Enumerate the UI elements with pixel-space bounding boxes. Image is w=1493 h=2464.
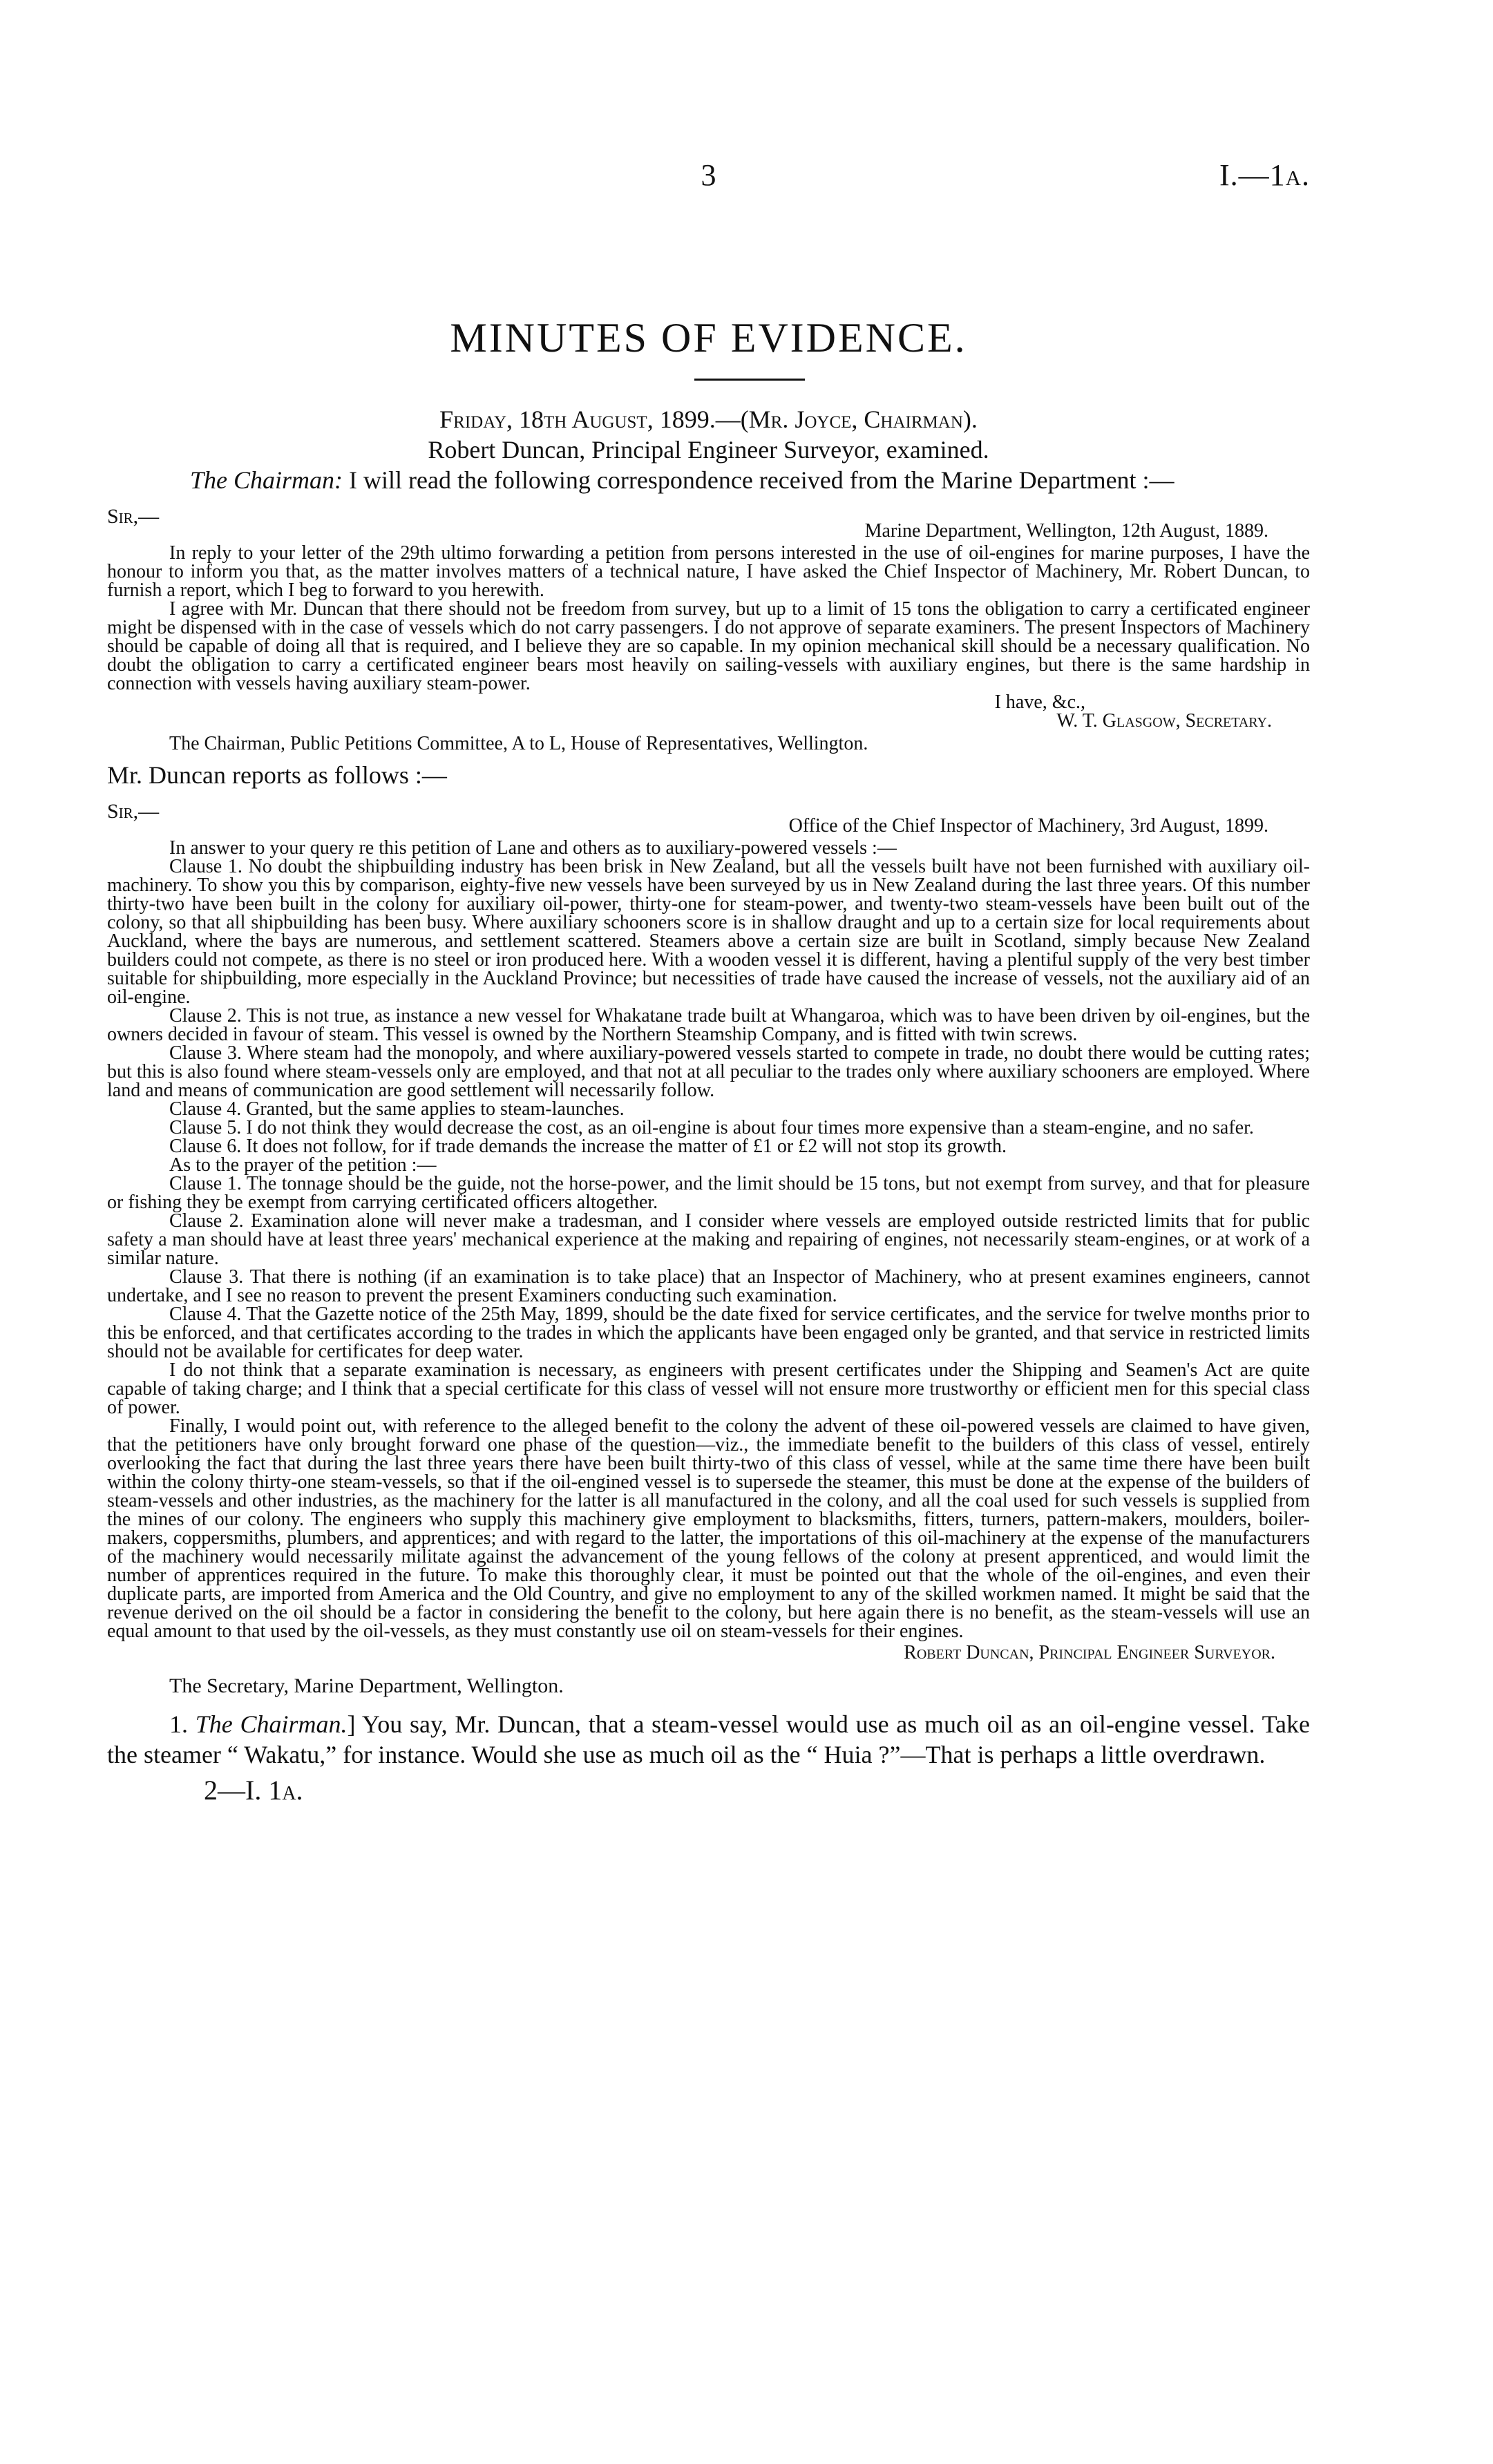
letter1-paragraph: In reply to your letter of the 29th ultimo forwarding a petition from persons interested in the use of oil-engines for marine purposes, I have the honour to inform you that, as the matter involves matters of a technical nature, I have asked the Chief Inspector of Machinery, Mr. Robert Duncan, to furnish a report, which I beg to forward to you herewith. <box>107 542 1310 601</box>
question-number: 1. <box>169 1710 188 1738</box>
letter2-paragraph: Clause 4. That the Gazette notice of the 25th May, 1899, should be the date fixed for service certificates, and the service for twelve months prior to this be enforced, and that certificates according to the trades in which the applicants have been engaged only be granted, and that service in restricted limits should not be available for certificates for deep water. <box>107 1303 1310 1362</box>
chairman-intro <box>107 465 1310 495</box>
title-rule <box>694 379 805 381</box>
letter1-addressee: The Chairman, Public Petitions Committee, A to L, House of Representatives, Wellington. <box>169 733 868 754</box>
letter2-paragraph: In answer to your query re this petition of Lane and others as to auxiliary-powered vessels :— <box>169 837 897 859</box>
page-header <box>107 157 1310 199</box>
letter2-paragraph: Clause 4. Granted, but the same applies to steam-launches. <box>169 1098 625 1120</box>
chairman-intro-text: I will read the following correspondence received from the Marine Department :— <box>343 466 1175 494</box>
letter2-paragraph: Clause 2. This is not true, as instance a new vessel for Whakatane trade built at Whangaroa, which was to have been driven by oil-engines, but the owners decided in favour of steam. This vessel is owned by the Northern Steamship Company, and is fitted with twin screws. <box>107 1005 1310 1045</box>
letter2-paragraph: I do not think that a separate examination is necessary, as engineers with present certificates under the Shipping and Seamen's Act are quite capable of taking charge; and I think that a special certificate for this class of vessel will not ensure more trustworthy or efficient men for this special class of power. <box>107 1359 1310 1418</box>
letter2-heading <box>107 800 1310 839</box>
letter2-paragraph: Clause 5. I do not think they would decrease the cost, as an oil-engine is about four times more expensive than a steam-engine, and no safer. <box>169 1117 1254 1138</box>
speaker-label: The Chairman: <box>190 466 343 494</box>
letter2-paragraph: Clause 2. Examination alone will never make a tradesman, and I consider where vessels are employed outside restricted limits that for public safety a man should have at least three years' mechanical experience at the making and repairing of engines, not necessarily steam-engines, or at work of a similar nature. <box>107 1210 1310 1269</box>
letter2-signature: Robert Duncan, Principal Engineer Surveyor. <box>904 1642 1275 1663</box>
reports-line: Mr. Duncan reports as follows :— <box>107 761 447 789</box>
letter2-body <box>107 839 1310 1662</box>
question-text: ] You say, Mr. Duncan, that a steam-vessel would use as much oil as an oil-engine vessel. Take the steamer “ Wakatu,” for instance. Would she use as much oil as the “ Huia ?”—That is perhaps a little overdrawn. <box>107 1710 1311 1768</box>
session-date-line: Friday, 18th August, 1899.—(Mr. Joyce, Chairman). <box>439 405 978 433</box>
letter1-salutation: Sir,— <box>107 505 160 528</box>
letter2-paragraph: Clause 1. The tonnage should be the guide, not the horse-power, and the limit should be 15 tons, but not exempt from survey, and that for pleasure or fishing they be exempt from carrying certificated officers altogether. <box>107 1173 1310 1213</box>
witness-line: Robert Duncan, Principal Engineer Surveyor, examined. <box>428 436 989 464</box>
document-title: MINUTES OF EVIDENCE. <box>450 315 967 361</box>
letter2-paragraph: Clause 6. It does not follow, for if trade demands the increase the matter of £1 or £2 will not stop its growth. <box>169 1136 1007 1157</box>
letter1-place-date: Marine Department, Wellington, 12th August, 1889. <box>864 520 1268 542</box>
letter2-addressee: The Secretary, Marine Department, Wellington. <box>169 1674 564 1697</box>
document-body <box>107 404 1310 1806</box>
letter2-place-date: Office of the Chief Inspector of Machinery, 3rd August, 1899. <box>788 815 1268 837</box>
letter1-body <box>107 544 1310 753</box>
letter1-heading <box>107 505 1310 544</box>
letter2-paragraph: Clause 3. That there is nothing (if an examination is to take place) that an Inspector of Machinery, who at present examines engineers, cannot undertake, and I see no reason to prevent the present Examiners conducting such examination. <box>107 1266 1310 1306</box>
page-number: 3 <box>701 158 716 192</box>
letter1-closing: I have, &c., <box>994 691 1085 713</box>
letter2-paragraph: Finally, I would point out, with reference to the alleged benefit to the colony the advent of these oil-powered vessels are claimed to have given, that the petitioners have only brought forward one phase of the question—viz., the immediate benefit to the builders of this class of vessel, entirely overlooking the fact that during the last three years there have been built thirty-two of this class of vessel, while at the same time there have been built within the colony thirty-one steam-vessels, so that if the oil-engined vessel is to supersede the steamer, this must be done at the expense of the builders of steam-vessels and other industries, as the machinery for the latter is all manufactured in the colony, and all the coal used for such vessels is supplied from the mines of our colony. The engineers who supply this machinery give employment to blacksmiths, fitters, turners, pattern-makers, moulders, boiler-makers, coppersmiths, plumbers, and apprentices; and with regard to the latter, the importations of this oil-machinery at the expense of the manufacturers of the machinery would necessarily militate against the advancement of the young fellows of the colony at present apprenticed, and would limit the number of apprentices required in the future. To make this thoroughly clear, it must be pointed out that the whole of the oil-engines, and even their duplicate parts, are imported from America and the Old Country, and give no employment to any of the skilled workmen named. It might be said that the revenue derived on the oil should be a factor in considering the benefit to the colony, but here again there is no benefit, as the steam-vessels will use an equal amount to that used by the oil-vessels, as they must constantly use oil on steam-vessels for their engines. <box>107 1415 1310 1642</box>
letter2-paragraph: Clause 3. Where steam had the monopoly, and where auxiliary-powered vessels started to compete in trade, no doubt there would be cutting rates; but this is also found where steam-vessels only are employed, and that not at all peculiar to the trades only where auxiliary schooners are employed. Where land and means of communication are good settlement will necessarily follow. <box>107 1042 1310 1101</box>
letter1-signature: W. T. Glasgow, Secretary. <box>1056 710 1272 732</box>
letter1-paragraph: I agree with Mr. Duncan that there should not be freedom from survey, but up to a limit of 15 tons the obligation to carry a certificated engineer might be dispensed with in the case of vessels which do not carry passengers. I do not approve of separate examiners. The present Inspectors of Machinery should be capable of doing all that is required, and I believe they are so capable. In my opinion mechanical skill should be a necessary qualification. No doubt the obligation to carry a certificated engineer bears most heavily on sailing-vessels with auxiliary engines, but there is the same hardship in connection with vessels having auxiliary steam-power. <box>107 598 1310 694</box>
letter2-paragraph: As to the prayer of the petition :— <box>169 1154 437 1176</box>
letter2-paragraph: Clause 1. No doubt the shipbuilding industry has been brisk in New Zealand, but all the vessels built have not been furnished with auxiliary oil-machinery. To show you this by comparison, eighty-five new vessels have been surveyed by us in New Zealand during the last three years. Of this number thirty-two have been built in the colony for auxiliary oil-power, thirty-one for steam-power, and twenty-two steam-vessels have been built out of the colony, so that all shipbuilding has been busy. Where auxiliary schooners score is in shallow draught and up to a certain size for local requirements about Auckland, where the bays are numerous, and settlement scattered. Steamers above a certain size are built in Scotland, simply because New Zealand builders could not compete, as there is no steel or iron produced here. With a wooden vessel it is different, having a plentiful supply of the very best timber suitable for shipbuilding, more especially in the Auckland Province; but necessities of trade have caused the increase of vessels, not the auxiliary aid of an oil-engine. <box>107 856 1310 1008</box>
question-speaker: The Chairman. <box>195 1710 348 1738</box>
document-reference: I.—1a. <box>1219 158 1310 192</box>
letter2-salutation: Sir,— <box>107 800 160 823</box>
footer-reference: 2—I. 1a. <box>204 1775 303 1806</box>
question-1 <box>107 1709 1310 1770</box>
